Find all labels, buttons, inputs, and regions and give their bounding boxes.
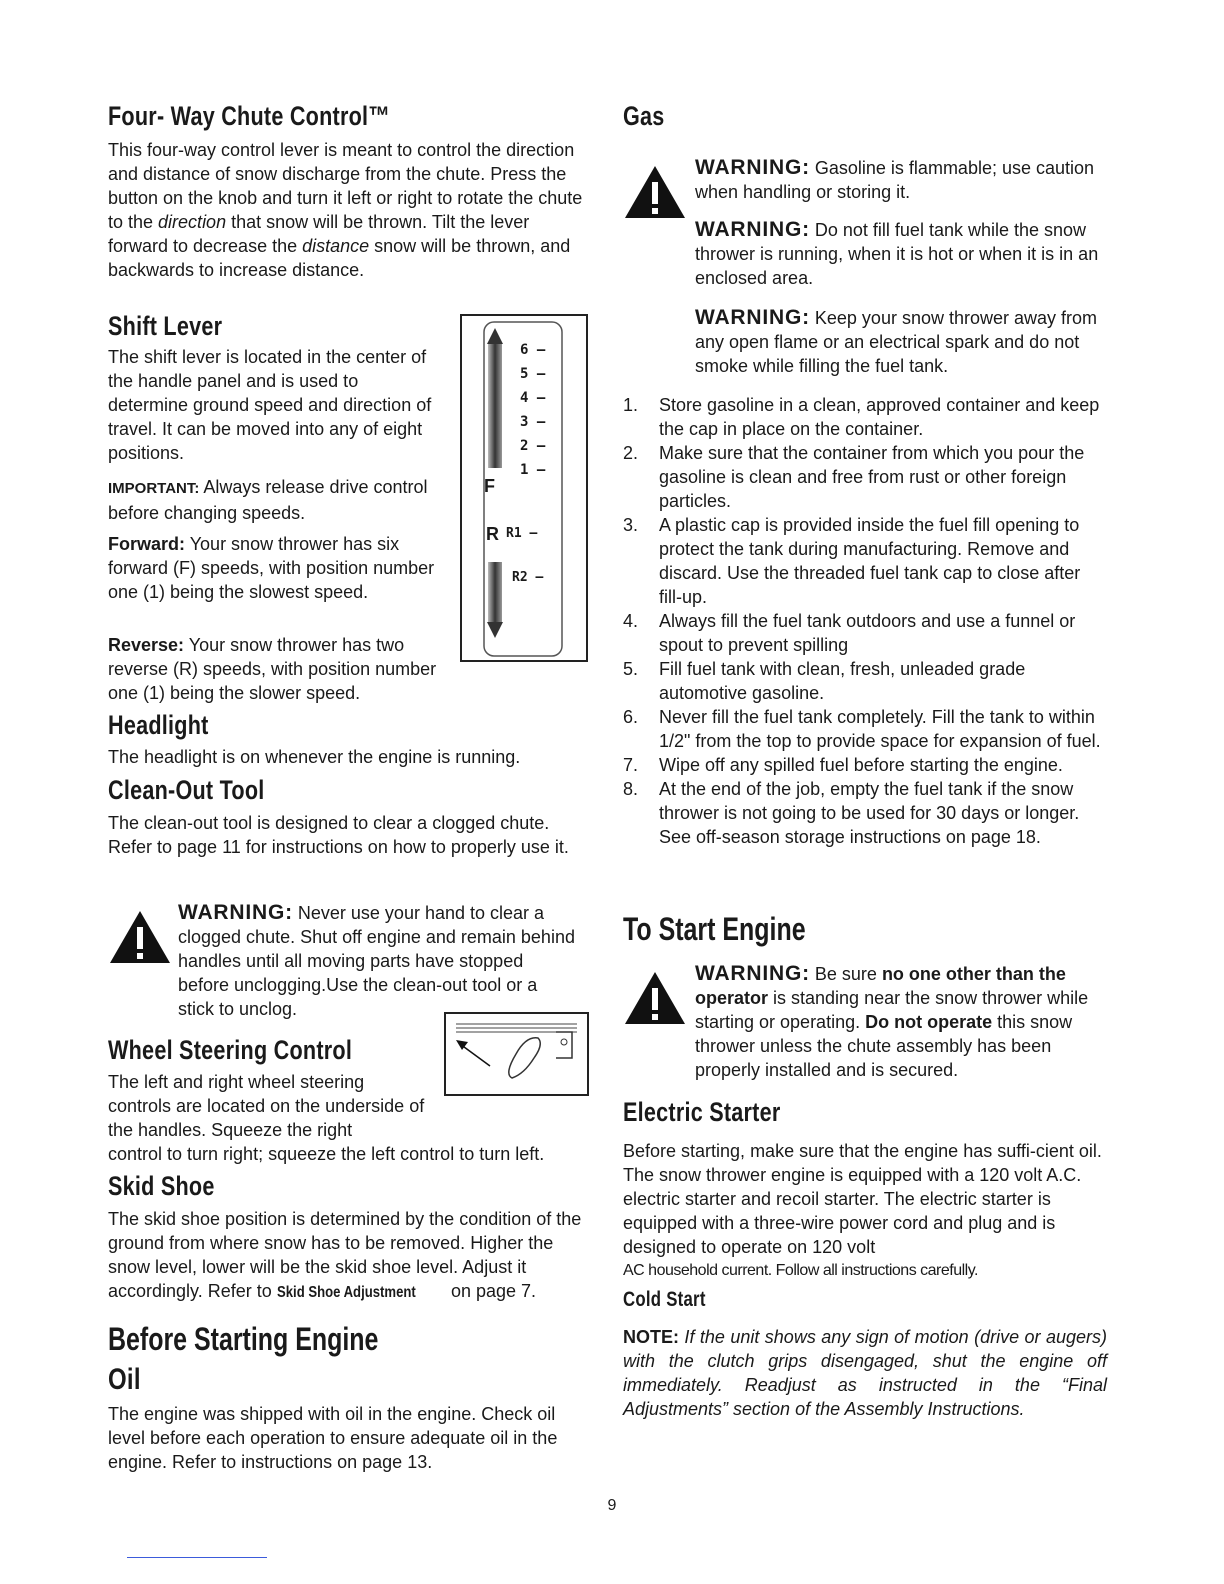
warning-triangle-icon <box>623 970 687 1026</box>
gas-warning-3: WARNING: Keep your snow thrower away from any open flame or an electrical spark and do not smoke while filling the fuel tank. <box>695 306 1098 376</box>
cleanout-warning <box>108 901 586 1021</box>
cleanout-tool-heading: Clean-Out Tool <box>108 775 265 805</box>
skid-shoe-body: The skid shoe position is determined by the condition of the ground from where snow has to be removed. Higher the snow level, lower will be the skid shoe level. Adjust it accordingly. Refer to Skid Shoe Adjustment on page 7. <box>108 1209 582 1301</box>
forward-position-list <box>520 338 545 482</box>
shift-lever-body: The shift lever is located in the center of the handle panel and is used to determine ground speed and direction of travel. It can be moved into any of eight positions. <box>108 347 432 463</box>
position-r2: R2 — <box>512 570 544 585</box>
list-item: 6. Never fill the fuel tank completely. Fill the tank to within 1/2" from the top to provide space for expansion of fuel. <box>623 707 1101 751</box>
warning-triangle-icon <box>623 164 687 220</box>
list-item: 7. Wipe off any spilled fuel before starting the engine. <box>623 755 1063 775</box>
shift-lever-diagram <box>460 314 588 662</box>
start-engine-heading: To Start Engine <box>623 911 806 947</box>
gas-warning-1: WARNING: Gasoline is flammable; use caution when handling or storing it. <box>695 156 1095 202</box>
chute-control-body: This four-way control lever is meant to control the direction and distance of snow discharge from the chute. Press the button on the knob and turn it left or right to rotate the chute to the direction that snow will be thrown. Tilt the lever forward to decrease the distance snow will be thrown, and backwards to increase distance. <box>108 140 583 280</box>
position-1: 1 — <box>520 462 546 478</box>
reverse-description: Reverse: Your snow thrower has two reverse (R) speeds, with position number one (1) being the slower speed. <box>108 635 437 703</box>
electric-starter-body-b: AC household current. Follow all instructions carefully. <box>623 1262 978 1279</box>
important-note: IMPORTANT: Always release drive control before changing speeds. <box>108 477 428 523</box>
position-6: 6 — <box>520 342 546 358</box>
oil-heading: Oil <box>108 1363 141 1396</box>
reverse-letter: R <box>486 524 499 544</box>
start-engine-warning <box>623 962 1107 1086</box>
list-item: 2. Make sure that the container from which you pour the gasoline is clean and free from rust or other foreign particles. <box>623 443 1085 511</box>
start-engine-warning-text: WARNING: Be sure no one other than the operator is standing near the snow thrower while starting or operating. Do not operate this snow thrower unless the chute assembly has been properly installed and is secured. <box>695 962 1089 1080</box>
list-item: 4. Always fill the fuel tank outdoors and use a funnel or spout to prevent spilling <box>623 611 1076 655</box>
cold-start-heading: Cold Start <box>623 1288 706 1311</box>
page-number: 9 <box>607 1497 617 1514</box>
headlight-body: The headlight is on whenever the engine is running. <box>108 747 521 767</box>
electric-starter-body: Before starting, make sure that the engine has suffi-cient oil. The snow thrower engine is equipped with a 120 volt A.C. electric starter and recoil starter. The electric starter is equipped with a three-wire power cord and plug and is designed to operate on 120 volt <box>623 1141 1102 1257</box>
list-item: 8. At the end of the job, empty the fuel tank if the snow thrower is not going to be used for 30 days or longer. See off-season storage instructions on page 18. <box>623 779 1080 847</box>
forward-letter: F <box>484 476 495 496</box>
steering-control-diagram <box>444 1012 589 1096</box>
list-item: 1. Store gasoline in a clean, approved container and keep the cap in place on the container. <box>623 395 1100 439</box>
position-r1: R1 — <box>506 526 538 541</box>
skid-shoe-heading: Skid Shoe <box>108 1171 215 1201</box>
list-item: 5. Fill fuel tank with clean, fresh, unleaded grade automotive gasoline. <box>623 659 1026 703</box>
electric-starter-heading: Electric Starter <box>623 1097 781 1127</box>
cold-start-note: NOTE: If the unit shows any sign of motion (drive or augers) with the clutch grips disengaged, shut the engine off immediately. Readjust as instructed in the “Final Adjustments” section of the Assembly Instructions. <box>623 1327 1107 1419</box>
wheel-steering-body-a: The left and right wheel steering controls are located on the underside of the handles. Squeeze the right <box>108 1072 425 1140</box>
forward-description: Forward: Your snow thrower has six forward (F) speeds, with position number one (1) being the slowest speed. <box>108 534 435 602</box>
gas-warnings <box>623 156 1107 396</box>
steering-trigger-icon <box>446 1014 587 1094</box>
position-3: 3 — <box>520 414 546 430</box>
position-4: 4 — <box>520 390 546 406</box>
wheel-steering-heading: Wheel Steering Control <box>108 1035 353 1065</box>
shift-lever-heading: Shift Lever <box>108 311 223 341</box>
headlight-heading: Headlight <box>108 710 209 740</box>
fuel-steps-list <box>623 393 1107 849</box>
position-2: 2 — <box>520 438 546 454</box>
warning-triangle-icon <box>108 909 172 965</box>
gas-heading: Gas <box>623 101 665 131</box>
list-item: 3. A plastic cap is provided inside the fuel fill opening to protect the tank during manufacturing. Remove and discard. Use the threaded fuel tank cap to close after fill-up. <box>623 515 1081 607</box>
footer-rule <box>127 1557 267 1558</box>
chute-control-heading: Four- Way Chute Control™ <box>108 101 391 131</box>
wheel-steering-body-b: control to turn right; squeeze the left control to turn left. <box>108 1144 545 1164</box>
before-starting-heading: Before Starting Engine <box>108 1321 379 1357</box>
cleanout-warning-text: WARNING: Never use your hand to clear a clogged chute. Shut off engine and remain behind handles until all moving parts have stopped before unclogging.Use the clean-out tool or a stick to unclog. <box>178 901 575 1019</box>
gas-warning-2: WARNING: Do not fill fuel tank while the snow thrower is running, when it is hot or when it is in an enclosed area. <box>695 218 1099 288</box>
cleanout-tool-body: The clean-out tool is designed to clear a clogged chute. Refer to page 11 for instructions on how to properly use it. <box>108 813 569 857</box>
position-5: 5 — <box>520 366 546 382</box>
oil-body: The engine was shipped with oil in the engine. Check oil level before each operation to ensure adequate oil in the engine. Refer to instructions on page 13. <box>108 1404 558 1472</box>
